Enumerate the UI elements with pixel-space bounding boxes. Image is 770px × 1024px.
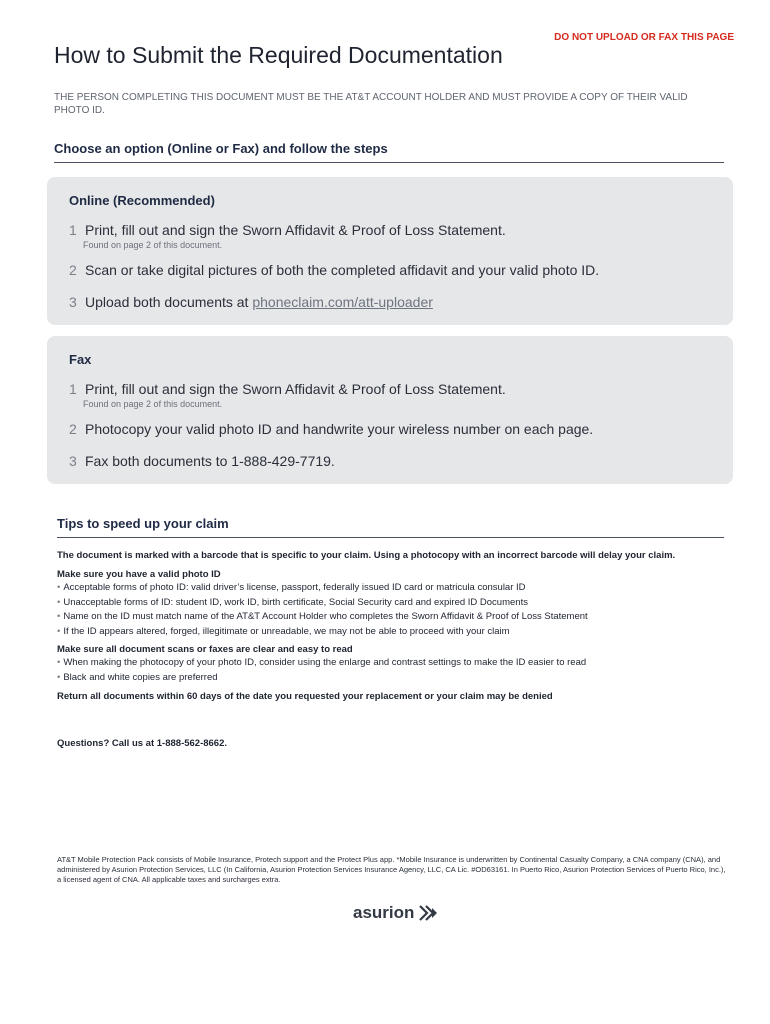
list-item: • If the ID appears altered, forged, illegitimate or unreadable, we may not be able to proceed with your claim	[57, 625, 510, 637]
photo-id-heading: Make sure you have a valid photo ID	[57, 569, 221, 580]
page-title: How to Submit the Required Documentation	[54, 42, 503, 68]
step-number: 2	[69, 262, 77, 278]
return-deadline-note: Return all documents within 60 days of the date you requested your replacement or your claim may be denied	[57, 691, 553, 702]
online-step-3	[69, 294, 711, 310]
logo-text: asurion	[353, 903, 415, 922]
account-holder-notice: THE PERSON COMPLETING THIS DOCUMENT MUST BE THE AT&T ACCOUNT HOLDER AND MUST PROVIDE A COPY OF THEIR VALID PHOTO ID.	[54, 92, 688, 116]
asurion-logo	[353, 903, 438, 923]
step-note: Found on page 2 of this document.	[83, 240, 223, 250]
list-item: • Name on the ID must match name of the AT&T Account Holder who completes the Sworn Affidavit & Proof of Loss Statement	[57, 611, 588, 622]
scans-list	[57, 656, 727, 685]
step-number: 2	[69, 421, 77, 437]
list-item: • When making the photocopy of your photo ID, consider using the enlarge and contrast settings to make the ID easier to read	[57, 657, 587, 668]
questions-contact: Questions? Call us at 1-888-562-8662.	[57, 738, 228, 749]
fax-option-title: Fax	[69, 352, 92, 367]
step-number: 1	[69, 222, 77, 238]
tips-heading: Tips to speed up your claim	[57, 516, 724, 538]
list-item: • Acceptable forms of photo ID: valid driver’s license, passport, federally issued ID card or matricula consular ID	[57, 582, 526, 593]
options-heading: Choose an option (Online or Fax) and follow the steps	[54, 141, 724, 163]
online-step-1	[69, 222, 711, 238]
step-note: Found on page 2 of this document.	[83, 399, 223, 409]
step-number: 3	[69, 453, 77, 469]
photo-id-list	[57, 581, 727, 639]
fax-step-1	[69, 381, 711, 397]
list-item: • Unacceptable forms of ID: student ID, work ID, birth certificate, Social Security card and expired ID Documents	[57, 596, 528, 608]
online-option-title: Online (Recommended)	[69, 193, 215, 208]
step-text: Print, fill out and sign the Sworn Affidavit & Proof of Loss Statement.	[85, 381, 506, 397]
step-text: Print, fill out and sign the Sworn Affidavit & Proof of Loss Statement.	[85, 222, 506, 238]
fax-step-3	[69, 453, 711, 469]
scans-heading: Make sure all document scans or faxes are clear and easy to read	[57, 644, 353, 655]
barcode-note: The document is marked with a barcode that is specific to your claim. Using a photocopy with an incorrect barcode will delay your claim.	[57, 550, 676, 561]
step-text: Photocopy your valid photo ID and handwrite your wireless number on each page.	[85, 421, 594, 437]
fax-step-2	[69, 421, 711, 437]
fax-option-card	[47, 336, 733, 484]
list-item: • Black and white copies are preferred	[57, 671, 218, 683]
step-text: Scan or take digital pictures of both the completed affidavit and your valid photo ID.	[85, 262, 600, 278]
step-text: Upload both documents at	[85, 294, 253, 310]
step-number: 3	[69, 294, 77, 310]
asurion-chevron-icon	[418, 905, 438, 921]
legal-disclaimer: AT&T Mobile Protection Pack consists of Mobile Insurance, Protech support and the Protect Plus app. *Mobile Insurance is underwritten by Continental Casualty Company, a CNA company (CNA), and administered by Asurion Protection Services, LLC (In California, Asurion Protection Services Insurance Agency, LLC, CA Lic. #OD63161. In Puerto Rico, Asurion Protection Services of Puerto Rico, Inc.), a licensed agent of CNA. All applicable taxes and surcharges extra.	[57, 855, 726, 884]
do-not-upload-warning: DO NOT UPLOAD OR FAX THIS PAGE	[554, 32, 734, 43]
online-step-2	[69, 262, 711, 278]
uploader-link[interactable]: phoneclaim.com/att-uploader	[252, 294, 433, 310]
online-option-card	[47, 177, 733, 325]
step-text: Fax both documents to 1-888-429-7719.	[85, 453, 335, 469]
tips-section	[57, 550, 727, 702]
step-number: 1	[69, 381, 77, 397]
